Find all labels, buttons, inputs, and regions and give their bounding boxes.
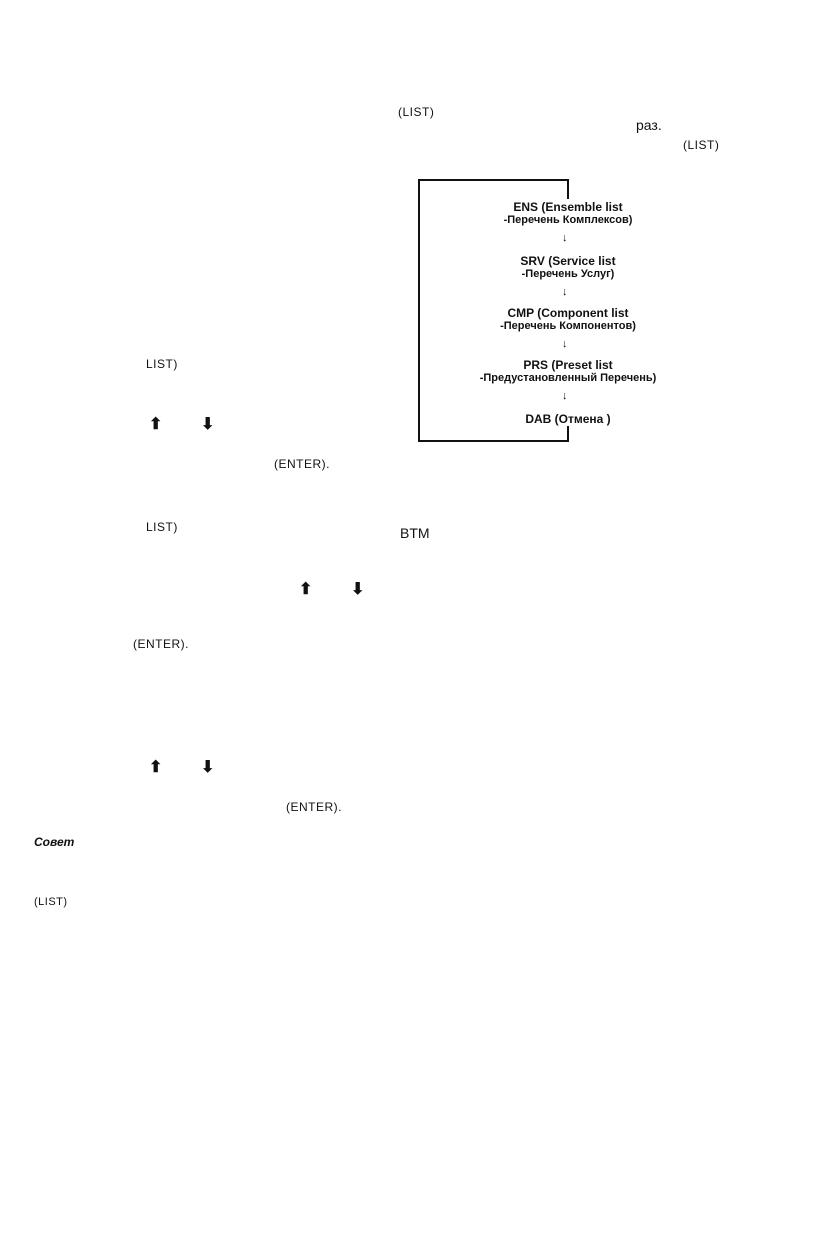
tip-heading: Совет [34,835,75,849]
flow-down-arrow-icon: ↓ [562,232,568,244]
node-subtitle: -Предустановленный Перечень) [479,372,657,384]
word-raz: раз. [636,117,662,133]
enter-key-label: (ENTER). [274,457,330,471]
node-title: PRS (Preset list [523,358,613,372]
node-subtitle: -Перечень Услуг) [521,268,615,280]
loop-exit-line [567,426,569,442]
up-arrow-icon: ⬆ [149,759,163,776]
flow-node-ens [418,200,718,227]
node-title: SRV (Service list [520,254,616,268]
node-subtitle: -Перечень Комплексов) [503,214,633,226]
node-title: DAB (Отмена ) [525,412,611,426]
loop-bottom-line [418,440,569,442]
flow-node-srv [418,254,718,281]
flow-down-arrow-icon: ↓ [562,286,568,298]
list-key-label: (LIST) [398,105,435,119]
node-subtitle: -Перечень Компонентов) [500,320,636,332]
list-key-label: (LIST) [34,896,68,908]
list-key-label: LIST) [146,357,178,371]
flow-node-cmp [418,306,718,333]
node-title: ENS (Ensemble list [513,200,623,214]
loop-top-line [418,179,569,181]
enter-key-label: (ENTER). [286,800,342,814]
list-key-label: (LIST) [683,138,720,152]
enter-key-label: (ENTER). [133,637,189,651]
loop-entry-line [567,179,569,199]
down-arrow-icon: ⬇ [351,581,365,598]
list-key-label: LIST) [146,520,178,534]
flow-node-dab [418,412,718,426]
flow-down-arrow-icon: ↓ [562,390,568,402]
flow-node-prs [418,358,718,385]
flow-down-arrow-icon: ↓ [562,338,568,350]
up-arrow-icon: ⬆ [149,416,163,433]
up-arrow-icon: ⬆ [299,581,313,598]
down-arrow-icon: ⬇ [201,416,215,433]
down-arrow-icon: ⬇ [201,759,215,776]
word-btm: BTM [400,525,430,541]
node-title: CMP (Component list [507,306,629,320]
